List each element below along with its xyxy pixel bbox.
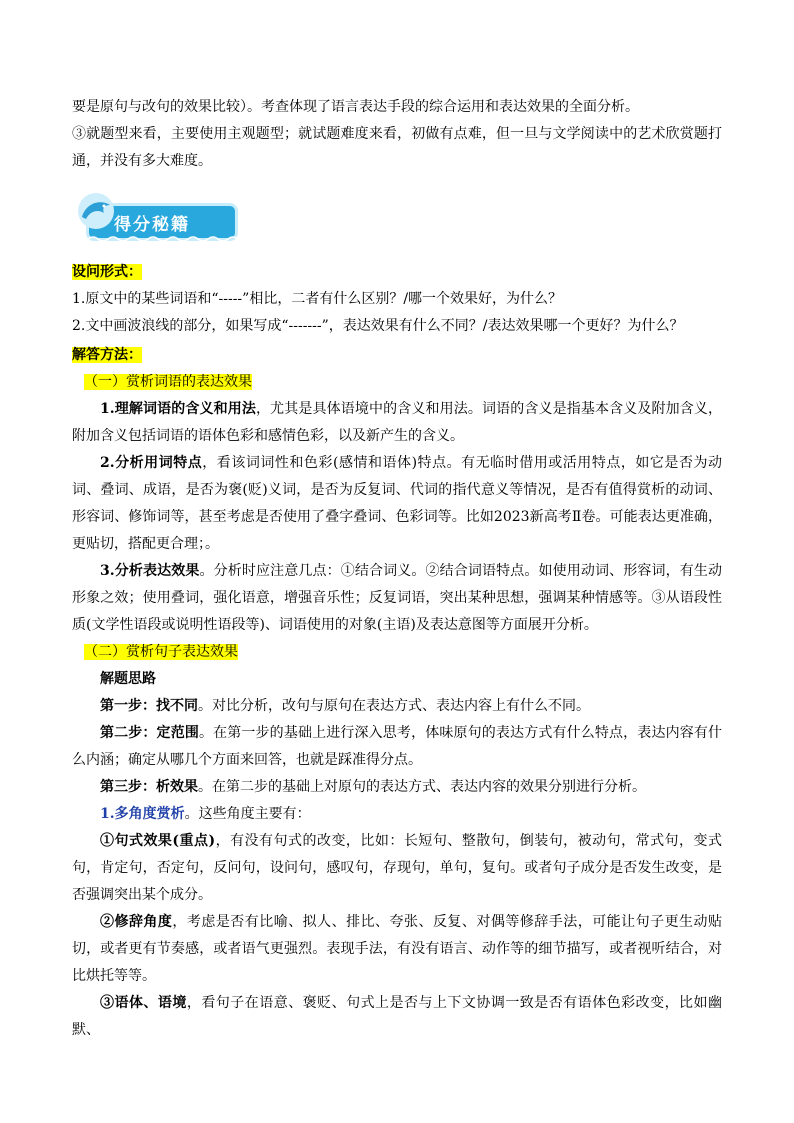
angle-2: ②修辞角度，考虑是否有比喻、拟人、排比、夸张、反复、对偶等修辞手法，可能让句子更生动贴切，或者更有节奏感，或者语气更强烈。表现手法，有没有语言、动作等的细节描写，或者视听结合，对比烘托等等。 bbox=[72, 914, 723, 984]
score-tips-banner bbox=[74, 191, 244, 253]
angle-3: ③语体、语境，看句子在语意、褒贬、句式上是否与上下文协调一致是否有语体色彩改变，比如幽默、 bbox=[72, 995, 722, 1038]
wave-decoration-icon bbox=[88, 235, 238, 243]
step-1: 第一步：找不同。对比分析，改句与原句在表达方式、表达内容上有什么不同。 bbox=[100, 698, 590, 714]
method-label: 解答方法： bbox=[72, 347, 142, 363]
question-forms-label: 设问形式： bbox=[72, 264, 142, 280]
part1-para-1: 1.理解词语的含义和用法，尤其是具体语境中的含义和用法。词语的含义是指基本含义及附加含义，附加含义包括词语的语体色彩和感情色彩，以及新产生的含义。 bbox=[72, 401, 722, 444]
step-3: 第三步：析效果。在第二步的基础上对原句的表达方式、表达内容的效果分别进行分析。 bbox=[100, 779, 646, 795]
step-2: 第二步：定范围。在第一步的基础上进行深入思考，体味原句的表达方式有什么特点，表达内容有什么内涵；确定从哪几个方面来回答，也就是踩准得分点。 bbox=[72, 725, 723, 768]
question-form-item-2: 2.文中画波浪线的部分，如果写成“-------”，表达效果有什么不同？/表达效果哪一个更好？为什么？ bbox=[72, 318, 684, 334]
document-content bbox=[72, 94, 722, 1044]
part1-para-2: 2.分析用词特点，看该词词性和色彩(感情和语体)特点。有无临时借用或活用特点，如它是否为动词、叠词、成语，是否为褒(贬)义词，是否为反复词、代词的指代意义等情况，是否有值得赏析的动词、形容词、修饰词等，甚至考虑是否使用了叠字叠词、色彩词等。比如2023新高考Ⅱ卷。可能表达更准确，更贴切，搭配更合理；。 bbox=[72, 455, 723, 552]
dolphin-icon bbox=[74, 191, 118, 231]
part2-title: （二）赏析句子表达效果 bbox=[84, 644, 238, 660]
angle-heading: 1.多角度赏析。这些角度主要有： bbox=[100, 806, 311, 822]
part2-subtitle: 解题思路 bbox=[100, 671, 156, 687]
intro-line-1: 要是原句与改句的效果比较）。考查体现了语言表达手段的综合运用和表达效果的全面分析。 bbox=[72, 99, 639, 115]
question-form-item-1: 1.原文中的某些词语和“-----”相比，二者有什么区别？/哪一个效果好，为什么？ bbox=[72, 291, 563, 307]
angle-1: ①句式效果(重点)，有没有句式的改变，比如：长短句、整散句，倒装句，被动句，常式句，变式句，肯定句，否定句，反问句，设问句，感叹句，存现句，单句，复句。或者句子成分是否发生改变，是否强调突出某个成分。 bbox=[72, 833, 722, 903]
intro-line-2: ③就题型来看，主要使用主观题型；就试题难度来看，初做有点难，但一旦与文学阅读中的艺术欣赏题打通，并没有多大难度。 bbox=[72, 126, 722, 169]
banner-title: 得分秘籍 bbox=[114, 215, 190, 235]
part1-para-3: 3.分析表达效果。分析时应注意几点：①结合词义。②结合词语特点。如使用动词、形容词，有生动形象之效；使用叠词，强化语意，增强音乐性；反复词语，突出某种思想，强调某种情感等。③从语段性质(文学性语段或说明性语段等)、词语使用的对象(主语)及表达意图等方面展开分析。 bbox=[72, 563, 722, 633]
part1-title: （一）赏析词语的表达效果 bbox=[84, 374, 252, 390]
